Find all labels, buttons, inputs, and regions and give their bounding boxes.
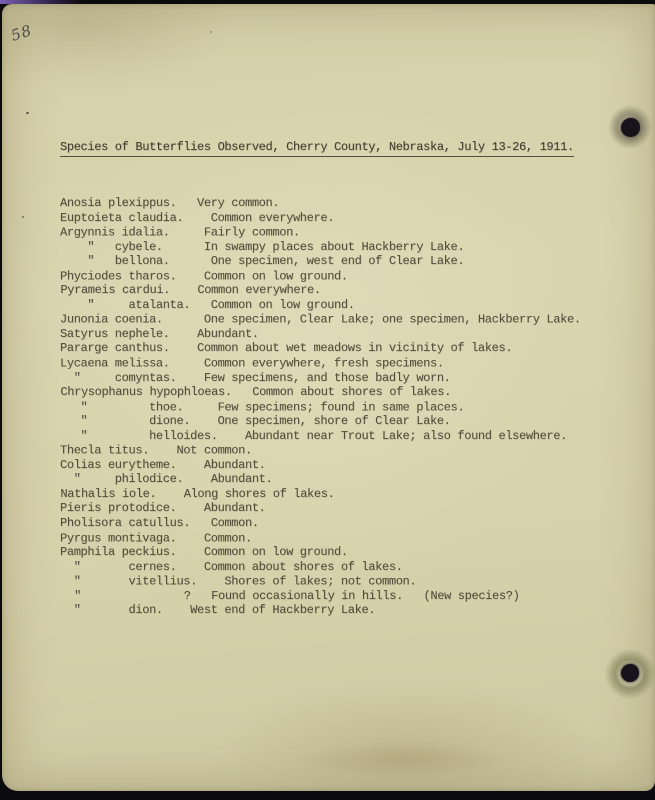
species-line: Argynnis idalia. Fairly common. [60,225,300,240]
handwritten-page-number: 58 [8,21,35,45]
species-line: Euptoieta claudia. Common everywhere. [60,210,335,225]
species-line: " cybele. In swampy places about Hackberry Lake. [60,239,465,254]
species-line: Junonia coenia. One specimen, Clear Lake; one specimen, Hackberry Lake. [60,312,581,327]
species-line: " dion. West end of Hackberry Lake. [60,603,376,618]
species-line: Pararge canthus. Common about wet meadows in vicinity of lakes. [60,341,513,356]
species-line: Pieris protodice. Abundant. [60,501,266,516]
punch-hole-bottom [605,649,655,699]
species-line: Chrysophanus hypophloeas. Common about shores of lakes. [60,385,451,400]
species-line: Nathalis iole. Along shores of lakes. [60,486,335,501]
species-list [60,196,620,618]
species-line: " helloides. Abundant near Trout Lake; also found elsewhere. [60,428,567,443]
species-line: " vitellius. Shores of lakes; not common. [60,574,417,589]
species-line: Pyrameis cardui. Common everywhere. [60,283,321,298]
punch-hole-opening [621,664,639,682]
species-line: Colias eurytheme. Abundant. [60,457,266,472]
species-line: " dione. One specimen, shore of Clear Lake. [60,414,451,429]
species-line: Phyciodes tharos. Common on low ground. [60,269,348,284]
paper-page [2,4,655,791]
species-line: " cernes. Common about shores of lakes. [60,559,403,574]
species-line: Anosia plexippus. Very common. [60,196,280,210]
species-line: Pamphila peckius. Common on low ground. [60,545,348,560]
species-line: Thecla titus. Not common. [60,443,252,458]
punch-hole-top [608,105,652,149]
paper-speck [210,31,212,33]
species-line: " atalanta. Common on low ground. [60,297,355,312]
paper-stain [292,742,512,778]
paper-speck [22,216,24,218]
paper-speck [26,112,29,114]
scan-edge-artifact [0,0,85,4]
species-line: " bellona. One specimen, west end of Clear Lake. [60,254,465,269]
punch-hole-opening [621,118,640,137]
species-line: " comyntas. Few specimens, and those badly worn. [60,370,451,385]
species-line: Lycaena melissa. Common everywhere, fresh specimens. [60,356,444,371]
document-title: Species of Butterflies Observed, Cherry County, Nebraska, July 13-26, 1911. [60,140,574,157]
species-line: Pyrgus montivaga. Common. [60,530,252,545]
species-line: Pholisora catullus. Common. [60,516,259,531]
species-line: Satyrus nephele. Abundant. [60,326,259,341]
species-line: " thoe. Few specimens; found in same places. [60,399,465,414]
species-line: " philodice. Abundant. [60,472,273,487]
species-line: " ? Found occasionally in hills. (New species?) [60,588,520,603]
